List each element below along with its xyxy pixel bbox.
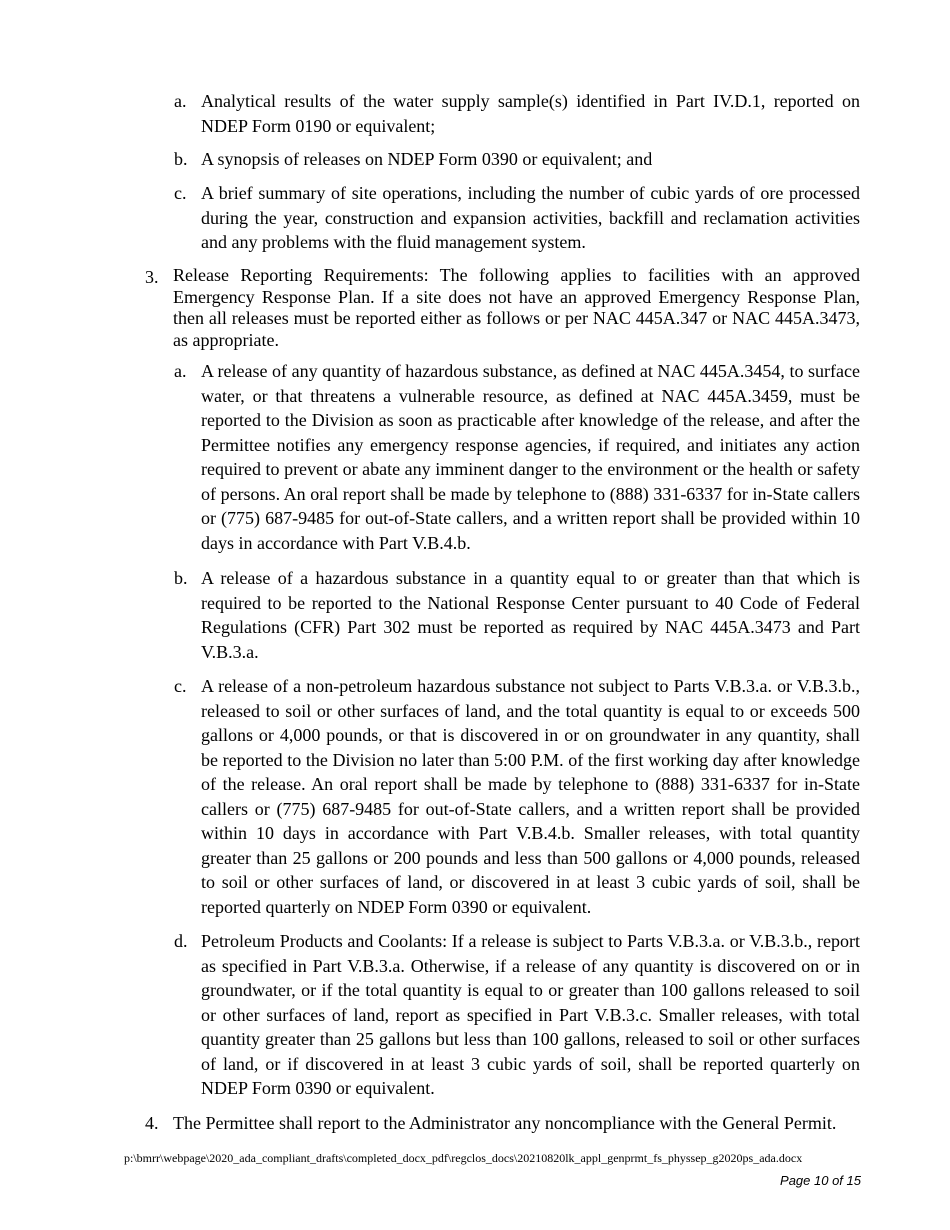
list-marker: b. (174, 149, 188, 169)
list-item-text: A release of a hazardous substance in a quantity equal to or greater than that which is required to be reported to the National Response Center pursuant to 40 Code of Federal Regulations (CFR) Part 302 must be reported as required by NAC 445A.3473 and Part V.B.3.a. (201, 568, 860, 662)
list-marker: 4. (145, 1113, 159, 1133)
list-item-text: A release of any quantity of hazardous substance, as defined at NAC 445A.3454, to surface water, or that threatens a vulnerable resource, as defined at NAC 445A.3459, must be reported to the Division as soon as practicable after knowledge of the release, and after the Permittee notifies any emergency response agencies, if required, and initiates any action required to prevent or abate any imminent danger to the environment or the health or safety of persons. An oral report shall be made by telephone to (888) 331-6337 for in-State callers or (775) 687-9485 for out-of-State callers, and a written report shall be provided within 10 days in accordance with Part V.B.4.b. (201, 361, 860, 553)
list-item-text: A brief summary of site operations, including the number of cubic yards of ore processed during the year, construction and expansion activities, backfill and reclamation activities and any problems with the fluid management system. (201, 183, 860, 252)
footer-file-path: p:\bmrr\webpage\2020_ada_compliant_drafts\completed_docx_pdf\regclos_docs\20210820lk_appl_genprmt_fs_physsep_g2020ps_ada.docx (124, 1151, 803, 1165)
list-item-text: A release of a non-petroleum hazardous substance not subject to Parts V.B.3.a. or V.B.3.b., released to soil or other surfaces of land, and the total quantity is equal to or exceeds 500 gallons or 4,000 pounds, or that is discovered in or on groundwater in any quantity, shall be reported to the Division no later than 5:00 P.M. of the first working day after knowledge of the release. An oral report shall be made by telephone to (888) 331-6337 for in-State callers or (775) 687-9485 for out-of-State callers, and a written report shall be provided within 10 days in accordance with Part V.B.4.b. Smaller releases, with total quantity greater than 25 gallons or 200 pounds and less than 500 gallons or 4,000 pounds, released to soil or other surfaces of land, or discovered in at least 3 cubic yards of soil, shall be reported quarterly on NDEP Form 0390 or equivalent. (201, 676, 860, 917)
list-marker: b. (174, 568, 188, 588)
list-item-text: Analytical results of the water supply sample(s) identified in Part IV.D.1, reported on NDEP Form 0190 or equivalent; (201, 91, 860, 136)
numbered-item-text: Release Reporting Requirements: The following applies to facilities with an approved Emergency Response Plan. If a site does not have an approved Emergency Response Plan, then all releases must be reported either as follows or per NAC 445A.347 or NAC 445A.3473, as appropriate. (173, 265, 860, 350)
list-marker: c. (174, 183, 187, 203)
list-marker: d. (174, 931, 188, 951)
list-marker: c. (174, 676, 187, 696)
list-item-text: Petroleum Products and Coolants: If a release is subject to Parts V.B.3.a. or V.B.3.b., report as specified in Part V.B.3.a. Otherwise, if a release of any quantity is discovered on or in groundwater, or if the total quantity is equal to or greater than 100 gallons released to soil or other surfaces of land, report as specified in Part V.B.3.c. Smaller releases, with total quantity greater than 25 gallons but less than 100 gallons, released to soil or other surfaces of land, or if discovered in at least 3 cubic yards of soil, shall be reported quarterly on NDEP Form 0390 or equivalent. (201, 931, 860, 1098)
page-number: Page 10 of 15 (780, 1173, 861, 1188)
numbered-item-text: The Permittee shall report to the Administrator any noncompliance with the General Permit. (173, 1113, 837, 1133)
list-marker: a. (174, 361, 187, 381)
list-marker: a. (174, 91, 187, 111)
list-item-text: A synopsis of releases on NDEP Form 0390 or equivalent; and (201, 149, 653, 169)
list-marker: 3. (145, 267, 159, 287)
